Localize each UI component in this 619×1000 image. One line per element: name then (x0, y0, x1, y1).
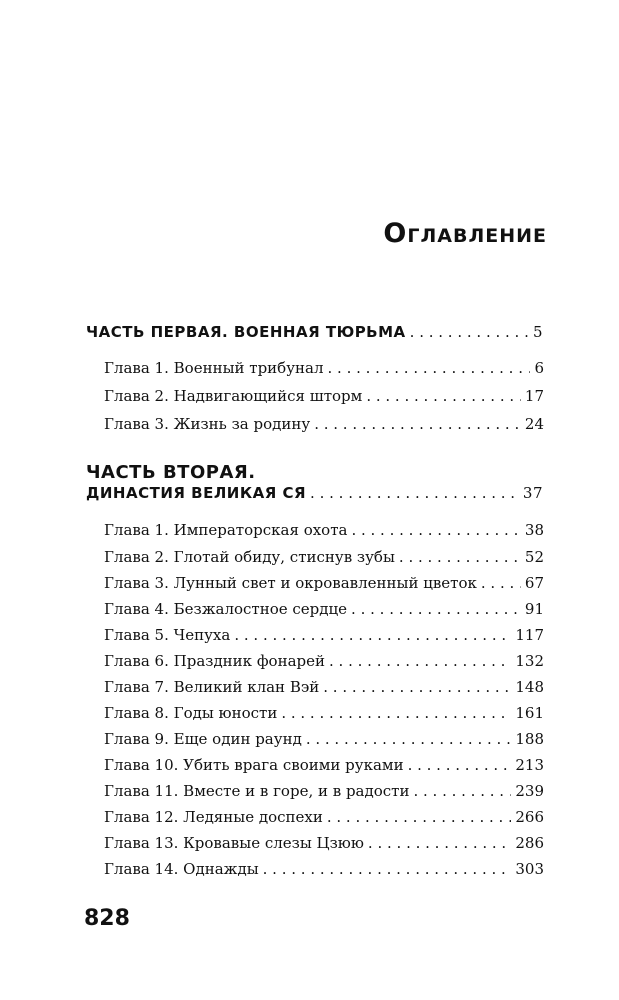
part-heading-2[interactable] (86, 462, 543, 503)
toc-entry[interactable] (104, 647, 544, 671)
chapter-title: Глава 10. Убить врага своими руками (104, 756, 404, 774)
leader-dots (408, 755, 512, 775)
leader-dots (281, 703, 511, 723)
chapter-title: Глава 9. Еще один раунд (104, 730, 302, 748)
chapter-page-number: 213 (515, 756, 544, 774)
chapter-page-number: 52 (524, 548, 544, 566)
toc-entry[interactable] (104, 803, 544, 827)
chapter-title: Глава 5. Чепуха (104, 626, 231, 644)
page-number: 828 (84, 906, 130, 931)
toc-entry[interactable] (104, 829, 544, 853)
chapter-title: Глава 12. Ледяные доспехи (104, 808, 323, 826)
toc-entry[interactable] (104, 569, 544, 593)
leader-dots (368, 833, 511, 853)
chapter-title: Глава 7. Великий клан Вэй (104, 678, 320, 696)
chapter-title: Глава 8. Годы юности (104, 704, 278, 722)
chapter-page-number: 132 (515, 652, 544, 670)
chapter-title: Глава 1. Императорская охота (104, 521, 348, 539)
toc-entry[interactable] (104, 725, 544, 749)
leader-dots (413, 781, 511, 801)
leader-dots (323, 677, 511, 697)
chapter-page-number: 148 (515, 678, 544, 696)
toc-entry[interactable] (104, 621, 544, 645)
toc-entry[interactable] (104, 855, 544, 879)
chapter-page-number: 303 (515, 860, 544, 878)
chapter-title: Глава 6. Праздник фонарей (104, 652, 326, 670)
chapter-page-number: 286 (515, 834, 544, 852)
part-heading-row (86, 483, 543, 503)
leader-dots (327, 807, 512, 827)
leader-dots (234, 625, 511, 645)
toc-entry[interactable] (104, 543, 544, 567)
toc-entry[interactable] (104, 410, 544, 434)
chapter-title: Глава 1. Военный трибунал (104, 359, 324, 377)
chapter-page-number: 67 (524, 574, 544, 592)
toc-entry[interactable] (104, 382, 544, 406)
chapter-title: Глава 11. Вместе и в горе, и в радости (104, 782, 410, 800)
toc-entry[interactable] (104, 673, 544, 697)
part-title: ЧАСТЬ ПЕРВАЯ. ВОЕННАЯ ТЮРЬМА (86, 323, 406, 341)
chapter-page-number: 117 (515, 626, 544, 644)
part-page-number: 37 (522, 484, 543, 502)
leader-dots (306, 729, 512, 749)
chapter-page-number: 161 (515, 704, 544, 722)
toc-entry[interactable] (104, 595, 544, 619)
leader-dots (481, 573, 521, 593)
chapter-title: Глава 3. Жизнь за родину (104, 415, 311, 433)
leader-dots (366, 386, 521, 406)
chapter-page-number: 38 (524, 521, 544, 539)
chapter-title: Глава 3. Лунный свет и окровавленный цветок (104, 574, 477, 592)
chapter-page-number: 91 (524, 600, 544, 618)
page-title: Оглавление (383, 218, 547, 249)
part-heading-row (86, 322, 543, 342)
chapter-title: Глава 13. Кровавые слезы Цзюю (104, 834, 364, 852)
part-page-number: 5 (532, 323, 543, 341)
part-title-line-1: ЧАСТЬ ВТОРАЯ. (86, 462, 256, 483)
part-heading-1[interactable] (86, 322, 543, 342)
leader-dots (351, 599, 521, 619)
leader-dots (351, 520, 520, 540)
leader-dots (399, 547, 521, 567)
leader-dots (410, 322, 529, 342)
leader-dots (263, 859, 512, 879)
chapter-page-number: 24 (524, 415, 544, 433)
chapter-page-number: 239 (515, 782, 544, 800)
toc-entry[interactable] (104, 699, 544, 723)
chapter-page-number: 17 (524, 387, 544, 405)
leader-dots (310, 483, 519, 503)
toc-entry[interactable] (104, 516, 544, 540)
chapter-title: Глава 2. Глотай обиду, стиснув зубы (104, 548, 395, 566)
leader-dots (314, 414, 521, 434)
leader-dots (328, 358, 531, 378)
toc-entry[interactable] (104, 354, 544, 378)
chapter-title: Глава 14. Однажды (104, 860, 259, 878)
chapter-page-number: 266 (515, 808, 544, 826)
toc-entry[interactable] (104, 751, 544, 775)
chapter-page-number: 6 (534, 359, 544, 377)
leader-dots (329, 651, 511, 671)
chapter-title: Глава 4. Безжалостное сердце (104, 600, 348, 618)
part-title-line-2: ДИНАСТИЯ ВЕЛИКАЯ СЯ (86, 484, 307, 502)
toc-entry[interactable] (104, 777, 544, 801)
chapter-title: Глава 2. Надвигающийся шторм (104, 387, 363, 405)
chapter-page-number: 188 (515, 730, 544, 748)
